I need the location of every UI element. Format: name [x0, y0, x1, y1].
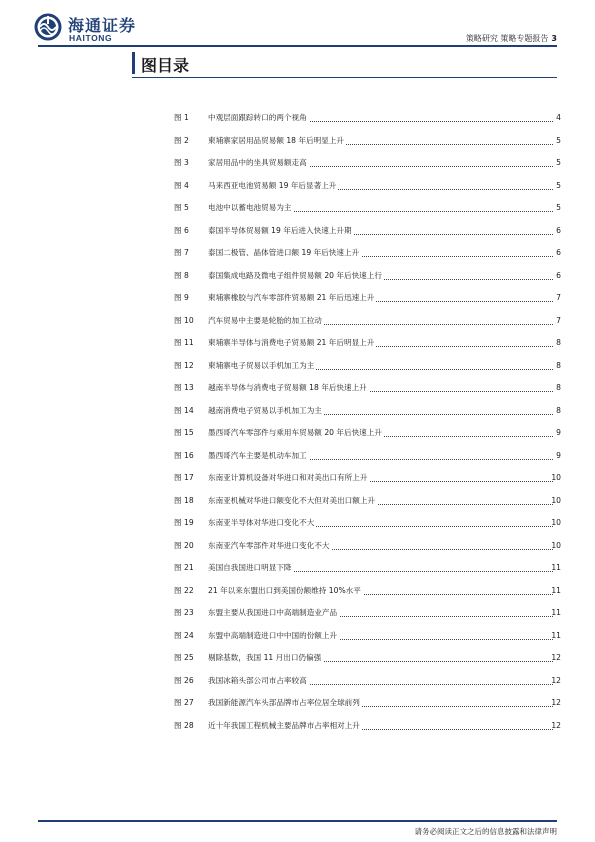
toc-figure-title-text: 越南消费电子贸易以手机加工为主 [208, 405, 322, 415]
toc-figure-number: 图 6 [174, 225, 189, 235]
report-category: 策略研究 策略专题报告 [465, 34, 549, 43]
toc-page-number: 10 [551, 518, 561, 527]
title-accent-bar [132, 52, 135, 74]
toc-figure-title-text: 东盟中高端制造进口中中国的份额上升 [208, 630, 338, 640]
toc-figure-title-text: 柬埔寨橡胶与汽车零部件贸易额 21 年后迅速上升 [208, 293, 375, 302]
toc-figure-title-text: 柬埔寨家居用品贸易额 18 年后明显上升 [208, 135, 344, 145]
toc-figure-title [208, 472, 553, 484]
toc-title-block [132, 52, 557, 76]
toc-figure-title-text: 泰国集成电路及微电子组件贸易额 20 年后快速上行 [208, 270, 382, 280]
toc-page-number: 8 [556, 360, 561, 370]
toc-entry[interactable] [174, 625, 561, 648]
toc-figure-title [208, 607, 553, 619]
toc-page-number: 12 [551, 653, 561, 662]
toc-figure-number: 图 17 [174, 473, 194, 482]
toc-entry[interactable] [174, 692, 561, 715]
toc-figure-number: 图 9 [174, 293, 189, 302]
toc-figure-title [208, 652, 553, 664]
toc-figure-title-text: 柬埔寨半导体与消费电子贸易额 21 年后明显上升 [208, 338, 375, 347]
haitong-logo [33, 12, 143, 44]
page-header [0, 0, 595, 50]
toc-entry[interactable] [174, 197, 561, 220]
toc-figure-number: 图 19 [174, 518, 194, 527]
toc-figure-title [208, 135, 553, 147]
toc-page-number: 12 [551, 675, 561, 685]
toc-figure-number: 图 2 [174, 135, 189, 145]
toc-entry[interactable] [174, 377, 561, 400]
toc-figure-title-text: 近十年我国工程机械主要品牌市占率相对上升 [208, 720, 360, 730]
toc-figure-title [208, 540, 553, 552]
toc-page-number: 11 [551, 608, 561, 617]
toc-figure-number: 图 15 [174, 428, 194, 437]
toc-figure-title [208, 270, 553, 282]
toc-figure-title-text: 越南半导体与消费电子贸易额 18 年后快速上升 [208, 383, 367, 392]
toc-figure-number: 图 25 [174, 653, 194, 662]
toc-figure-title-text: 东盟主要从我国进口中高端制造业产品 [208, 608, 338, 617]
toc-page-number: 9 [556, 428, 561, 437]
toc-figure-title [208, 517, 553, 529]
toc-entry[interactable] [174, 332, 561, 355]
header-section-info [466, 33, 557, 44]
logo-chinese-name: 海通证券 [68, 16, 137, 35]
toc-entry[interactable] [174, 715, 561, 738]
toc-entry[interactable] [174, 220, 561, 243]
toc-figure-title [208, 382, 553, 394]
toc-figure-title [208, 112, 553, 124]
toc-figure-title-text: 21 年以来东盟出口到美国份额维持 10%水平 [208, 585, 361, 595]
toc-figure-number: 图 20 [174, 540, 194, 550]
toc-figure-title [208, 292, 553, 304]
toc-figure-title-text: 中观层面跟踪转口的两个视角 [208, 113, 307, 122]
toc-figure-number: 图 14 [174, 405, 194, 415]
toc-figure-number: 图 27 [174, 698, 194, 707]
toc-page-number: 10 [551, 540, 561, 550]
toc-figure-number: 图 11 [174, 338, 194, 347]
header-divider [38, 45, 557, 47]
toc-figure-title [208, 202, 553, 214]
page-title: 图目录 [141, 56, 190, 75]
toc-figure-title [208, 630, 553, 642]
toc-figure-title-text: 柬埔寨电子贸易以手机加工为主 [208, 360, 315, 370]
toc-page-number: 12 [551, 698, 561, 707]
toc-entry[interactable] [174, 310, 561, 333]
toc-figure-title [208, 427, 553, 439]
toc-page-number: 7 [556, 315, 561, 325]
toc-figure-number: 图 18 [174, 495, 194, 505]
toc-figure-title-text: 墨西哥汽车主要是机动车加工 [208, 450, 307, 460]
toc-entry[interactable] [174, 287, 561, 310]
toc-figure-title-text: 东南亚机械对华进口额变化不大但对美出口额上升 [208, 495, 376, 505]
toc-page-number: 11 [551, 630, 561, 640]
toc-figure-number: 图 22 [174, 585, 194, 595]
toc-entry[interactable] [174, 557, 561, 580]
toc-figure-title [208, 585, 553, 597]
toc-page-number: 5 [556, 158, 561, 167]
toc-page-number: 6 [556, 225, 561, 235]
toc-page-number: 11 [551, 585, 561, 595]
toc-figure-title [208, 675, 553, 687]
toc-entry[interactable] [174, 265, 561, 288]
toc-figure-number: 图 5 [174, 203, 189, 212]
toc-figure-title [208, 225, 553, 237]
toc-entry[interactable] [174, 355, 561, 378]
figure-list [174, 107, 561, 737]
toc-page-number: 8 [556, 405, 561, 415]
toc-entry[interactable] [174, 512, 561, 535]
toc-figure-number: 图 7 [174, 248, 189, 257]
toc-figure-title-text: 东南亚汽车零部件对华进口变化不大 [208, 540, 330, 550]
toc-figure-title-text: 剔除基数，我国 11 月出口仍偏强 [208, 653, 322, 662]
toc-figure-number: 图 24 [174, 630, 194, 640]
toc-figure-title-text: 墨西哥汽车零部件与乘用车贸易额 20 年后快速上升 [208, 428, 382, 437]
toc-figure-title [208, 337, 553, 349]
toc-figure-title [208, 720, 553, 732]
toc-page-number: 4 [556, 113, 561, 122]
page-number: 3 [551, 34, 557, 43]
toc-entry[interactable] [174, 422, 561, 445]
toc-figure-title-text: 我国冰箱头部公司市占率较高 [208, 675, 307, 685]
toc-entry[interactable] [174, 467, 561, 490]
toc-figure-number: 图 12 [174, 360, 194, 370]
toc-figure-number: 图 26 [174, 675, 194, 685]
toc-page-number: 5 [556, 135, 561, 145]
toc-figure-number: 图 10 [174, 315, 194, 325]
toc-figure-number: 图 28 [174, 720, 194, 730]
title-divider [132, 77, 557, 78]
toc-figure-title-text: 美国自我国进口明显下降 [208, 563, 292, 572]
toc-page-number: 7 [556, 293, 561, 302]
toc-figure-title-text: 我国新能源汽车头部品牌市占率位居全球前列 [208, 698, 360, 707]
toc-page-number: 10 [551, 495, 561, 505]
toc-figure-title-text: 汽车贸易中主要是轮胎的加工拉动 [208, 315, 322, 325]
toc-entry[interactable] [174, 580, 561, 603]
toc-page-number: 12 [551, 720, 561, 730]
toc-entry[interactable] [174, 107, 561, 130]
toc-page-number: 10 [551, 473, 561, 482]
toc-entry[interactable] [174, 400, 561, 423]
toc-entry[interactable] [174, 445, 561, 468]
toc-page-number: 11 [551, 563, 561, 572]
toc-entry[interactable] [174, 647, 561, 670]
toc-page-number: 6 [556, 248, 561, 257]
toc-figure-number: 图 3 [174, 158, 189, 167]
toc-figure-title [208, 247, 553, 259]
toc-entry[interactable] [174, 535, 561, 558]
toc-page-number: 9 [556, 450, 561, 460]
toc-figure-title [208, 450, 553, 462]
footer-divider [38, 820, 557, 822]
toc-entry[interactable] [174, 130, 561, 153]
toc-figure-title-text: 泰国半导体贸易额 19 年后进入快速上升期 [208, 225, 352, 235]
footer-disclaimer: 请务必阅读正文之后的信息披露和法律声明 [414, 827, 557, 836]
toc-figure-title-text: 东南亚半导体对华进口变化不大 [208, 518, 315, 527]
toc-figure-number: 图 4 [174, 180, 189, 190]
toc-entry[interactable] [174, 602, 561, 625]
toc-entry[interactable] [174, 242, 561, 265]
toc-figure-title [208, 157, 553, 169]
toc-figure-number: 图 8 [174, 270, 189, 280]
toc-figure-title [208, 562, 553, 574]
toc-page-number: 8 [556, 383, 561, 392]
toc-figure-title [208, 315, 553, 327]
toc-figure-title-text: 马来西亚电池贸易额 19 年后显著上升 [208, 180, 337, 190]
toc-figure-title [208, 697, 553, 709]
logo-english-name: HAITONG [69, 33, 113, 43]
toc-figure-title [208, 495, 553, 507]
toc-figure-title-text: 东南亚计算机设备对华进口和对美出口有所上升 [208, 473, 368, 482]
toc-page-number: 8 [556, 338, 561, 347]
toc-entry[interactable] [174, 490, 561, 513]
toc-figure-number: 图 13 [174, 383, 194, 392]
toc-page-number: 5 [556, 203, 561, 212]
toc-entry[interactable] [174, 152, 561, 175]
toc-figure-title [208, 405, 553, 417]
toc-page-number: 5 [556, 180, 561, 190]
toc-entry[interactable] [174, 175, 561, 198]
toc-page-number: 6 [556, 270, 561, 280]
toc-entry[interactable] [174, 670, 561, 693]
toc-figure-title [208, 180, 553, 192]
toc-figure-number: 图 16 [174, 450, 194, 460]
haitong-logo-icon [33, 12, 63, 42]
toc-figure-number: 图 23 [174, 608, 194, 617]
toc-figure-number: 图 1 [174, 113, 189, 122]
toc-figure-number: 图 21 [174, 563, 194, 572]
toc-figure-title [208, 360, 553, 372]
toc-figure-title-text: 电池中以蓄电池贸易为主 [208, 203, 292, 212]
toc-figure-title-text: 家居用品中的坐具贸易额走高 [208, 158, 307, 167]
toc-figure-title-text: 泰国二极管、晶体管进口额 19 年后快速上升 [208, 248, 360, 257]
